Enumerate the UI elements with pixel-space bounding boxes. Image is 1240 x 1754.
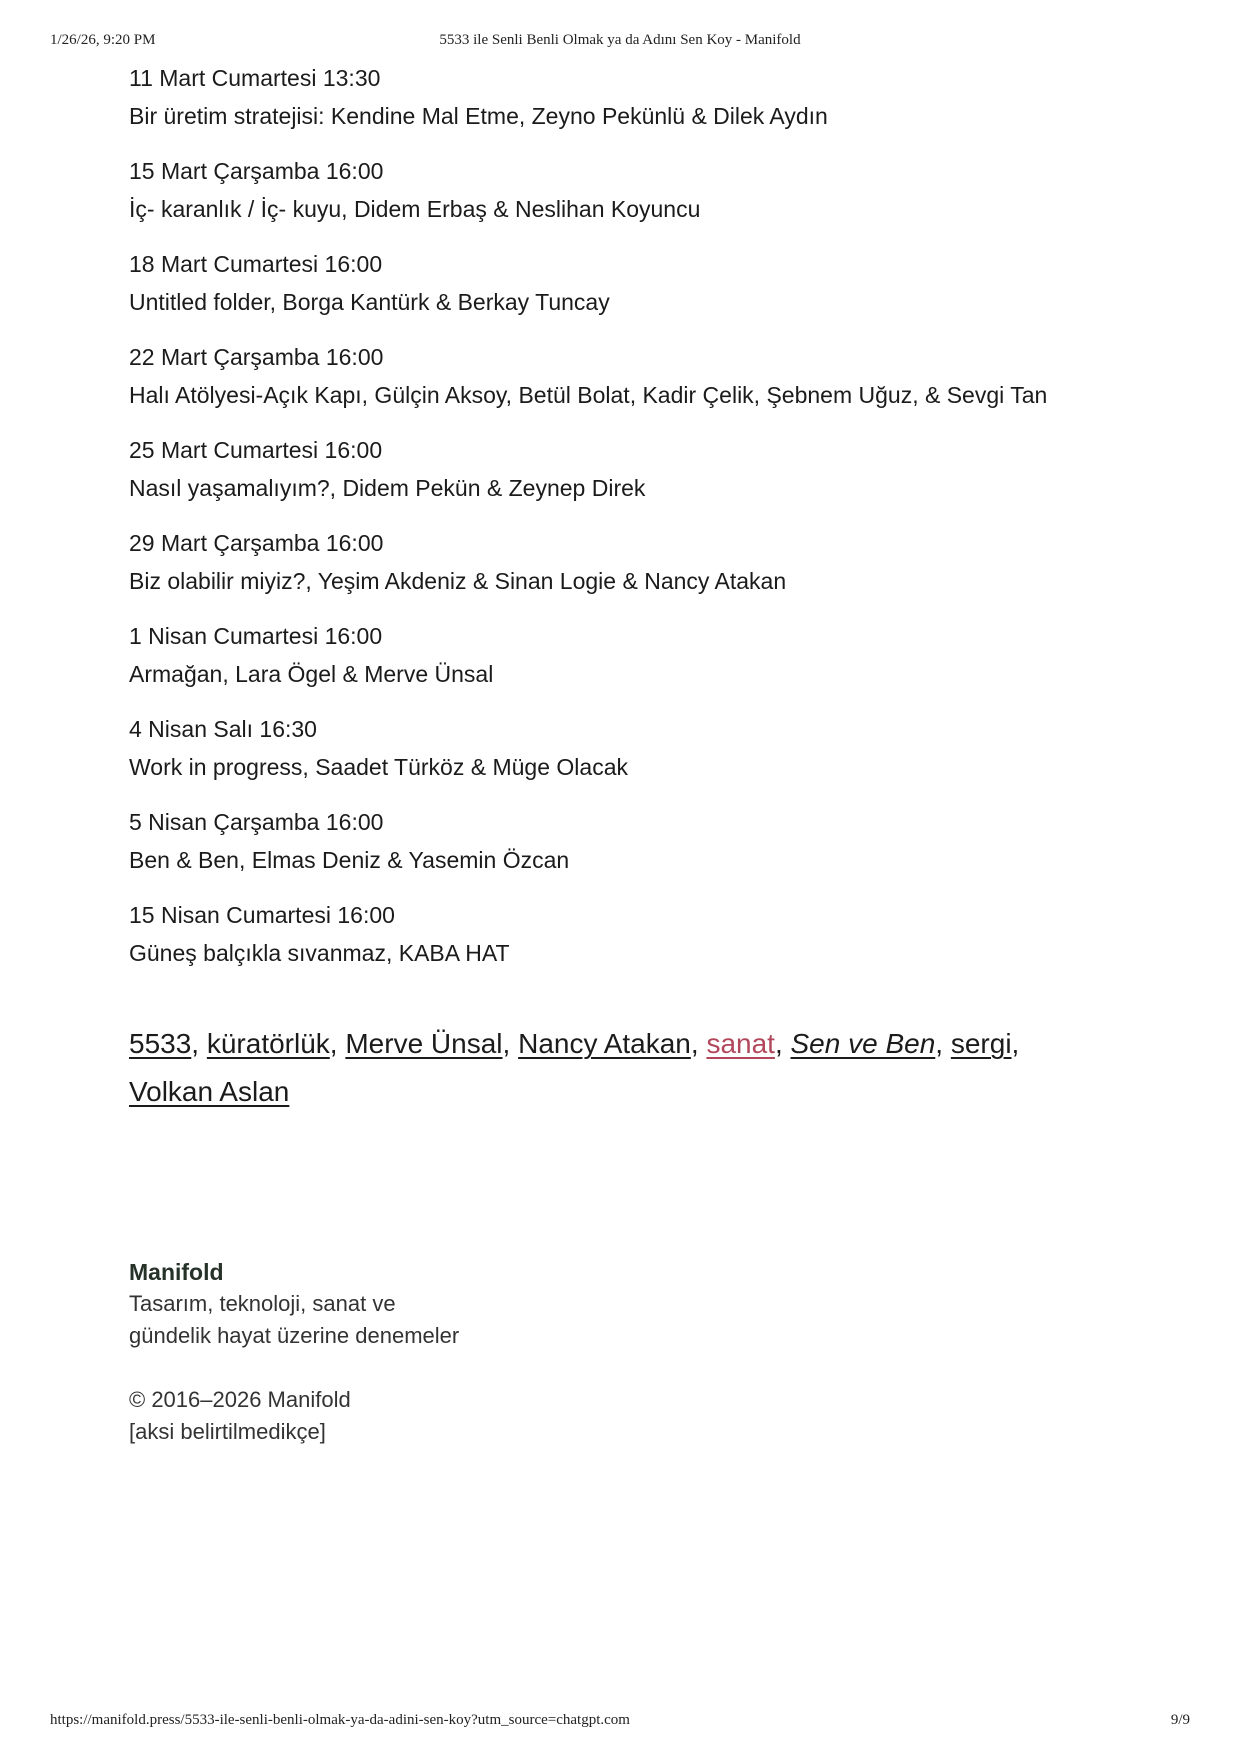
event-title: Bir üretim stratejisi: Kendine Mal Etme, Zeyno Pekünlü & Dilek Aydın — [129, 102, 828, 129]
tag-link[interactable]: küratörlük — [206, 1028, 330, 1059]
print-page-title: 5533 ile Senli Benli Olmak ya da Adını Sen Koy - Manifold — [439, 32, 801, 48]
event-date: 15 Nisan Cumartesi 16:00 — [129, 902, 395, 928]
event-item — [129, 60, 1049, 135]
tag-separator: , — [774, 1028, 791, 1059]
event-title: Güneş balçıkla sıvanmaz, KABA HAT — [129, 939, 510, 966]
copyright-note: [aksi belirtilmedikçe] — [129, 1419, 326, 1444]
event-item — [129, 525, 1049, 600]
print-footer — [50, 1712, 1190, 1732]
footer-tagline — [129, 1288, 729, 1352]
event-date: 5 Nisan Çarşamba 16:00 — [129, 809, 384, 835]
article-content — [129, 60, 1049, 1116]
event-date: 29 Mart Çarşamba 16:00 — [129, 530, 384, 556]
tag-separator: , — [1011, 1028, 1020, 1059]
event-title: Untitled folder, Borga Kantürk & Berkay Tuncay — [129, 288, 610, 315]
event-item — [129, 432, 1049, 507]
event-date: 18 Mart Cumartesi 16:00 — [129, 251, 383, 277]
tag-link[interactable]: sanat — [706, 1028, 775, 1059]
footer-tagline-line: gündelik hayat üzerine denemeler — [129, 1323, 460, 1348]
event-item — [129, 711, 1049, 786]
event-date: 25 Mart Cumartesi 16:00 — [129, 437, 383, 463]
tag-link[interactable]: Nancy Atakan — [518, 1028, 691, 1059]
event-schedule — [129, 60, 1049, 972]
event-title: Halı Atölyesi-Açık Kapı, Gülçin Aksoy, Betül Bolat, Kadir Çelik, Şebnem Uğuz, & Sevgi Tan — [129, 381, 1048, 408]
event-item — [129, 339, 1049, 414]
event-item — [129, 618, 1049, 693]
tag-separator: , — [502, 1028, 519, 1059]
tag-separator: , — [329, 1028, 346, 1059]
event-item — [129, 153, 1049, 228]
event-title: Ben & Ben, Elmas Deniz & Yasemin Özcan — [129, 846, 570, 873]
tag-link[interactable]: Merve Ünsal — [345, 1028, 503, 1059]
event-item — [129, 897, 1049, 972]
event-title: Work in progress, Saadet Türköz & Müge Olacak — [129, 753, 628, 780]
copyright-line: © 2016–2026 Manifold — [129, 1387, 351, 1412]
event-date: 22 Mart Çarşamba 16:00 — [129, 344, 384, 370]
tag-separator: , — [935, 1028, 951, 1059]
tag-link[interactable]: Volkan Aslan — [129, 1076, 290, 1107]
event-date: 11 Mart Cumartesi 13:30 — [129, 65, 381, 91]
event-title: Nasıl yaşamalıyım?, Didem Pekün & Zeynep Direk — [129, 474, 646, 501]
event-date: 15 Mart Çarşamba 16:00 — [129, 158, 384, 184]
tag-link[interactable]: 5533 — [129, 1028, 192, 1059]
print-url: https://manifold.press/5533-ile-senli-benli-olmak-ya-da-adini-sen-koy?utm_source=chatgpt.com — [50, 1712, 630, 1728]
tag-link[interactable]: Sen ve Ben — [790, 1028, 936, 1059]
tag-list — [129, 1020, 1049, 1116]
event-item — [129, 246, 1049, 321]
print-page-number: 9/9 — [1170, 1712, 1190, 1728]
event-date: 1 Nisan Cumartesi 16:00 — [129, 623, 383, 649]
event-title: Biz olabilir miyiz?, Yeşim Akdeniz & Sinan Logie & Nancy Atakan — [129, 567, 787, 594]
tag-separator: , — [191, 1028, 207, 1059]
print-header — [50, 32, 1190, 52]
event-date: 4 Nisan Salı 16:30 — [129, 716, 317, 742]
print-datetime: 1/26/26, 9:20 PM — [50, 32, 156, 48]
site-footer — [129, 1256, 729, 1448]
footer-copyright — [129, 1384, 729, 1448]
tag-separator: , — [690, 1028, 707, 1059]
tag-link[interactable]: sergi — [950, 1028, 1012, 1059]
event-item — [129, 804, 1049, 879]
footer-brand: Manifold — [129, 1259, 224, 1285]
footer-tagline-line: Tasarım, teknoloji, sanat ve — [129, 1291, 396, 1316]
event-title: Armağan, Lara Ögel & Merve Ünsal — [129, 660, 494, 687]
event-title: İç- karanlık / İç- kuyu, Didem Erbaş & Neslihan Koyuncu — [129, 195, 701, 222]
